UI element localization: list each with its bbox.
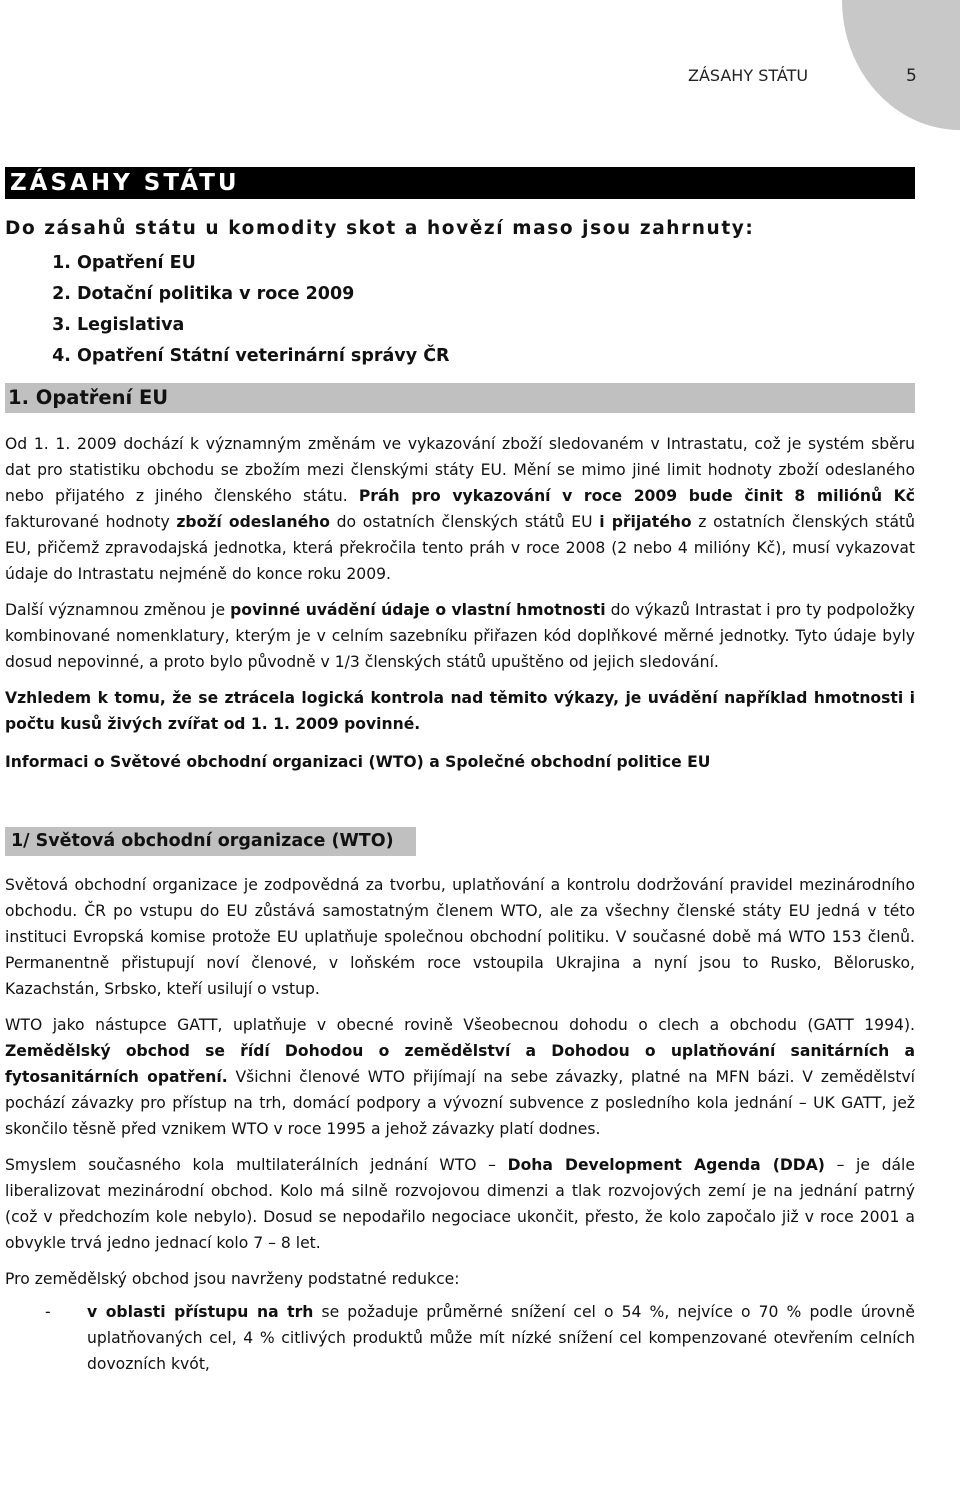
subsection-heading: 1/ Světová obchodní organizace (WTO) [5,827,416,856]
paragraph-intrastat: Od 1. 1. 2009 dochází k významným změnám ve vykazování zboží sledovaném v Intrastatu, což je systém sběru dat pro statistiku obchodu se zbožím mezi členskými státy EU. Mění se mimo jiné limit hodnoty zboží odeslaného nebo přijatého z jiného členského státu. Práh pro vykazování v roce 2009 bude činit 8 miliónů Kč fakturované hodnoty zboží odeslaného do ostatních členských států EU i přijatého z ostatních členských států EU, přičemž zpravodajská jednotka, která překročila tento práh v roce 2008 (2 nebo 4 milióny Kč), musí vykazovat údaje do Intrastatu nejméně do konce roku 2009. [5,435,916,583]
paragraph-control: Vzhledem k tomu, že se ztrácela logická kontrola nad těmito výkazy, je uvádění například hmotnosti i počtu kusů živých zvířat od 1. 1. 2009 povinné. [5,689,915,733]
topic-item: 2. Dotační politika v roce 2009 [77,279,915,310]
chapter-title: ZÁSAHY STÁTU [5,167,915,199]
topic-item: 4. Opatření Státní veterinární správy ČR [77,341,915,372]
paragraph-gatt: WTO jako nástupce GATT, uplatňuje v obecné rovině Všeobecnou dohodu o clech a obchodu (GATT 1994). Zemědělský obchod se řídí Dohodou o zemědělství a Dohodou o uplatňování sanitárních a fytosanitárních opatření. Všichni členové WTO přijímají na sebe závazky, platné na MFN bázi. V zemědělství pochází závazky pro přístup na trh, domácí podpory a vývozní subvence z posledního kola jednání – UK GATT, jež skončilo těsně před vznikem WTO v roce 1995 a jehož závazky platí dodnes. [5,1016,916,1138]
page-content [5,167,915,1377]
topic-item: 1. Opatření EU [77,248,915,279]
paragraph-weight: Další významnou změnou je povinné uvádění údaje o vlastní hmotnosti do výkazů Intrastat i pro ty podpoložky kombinované nomenklatury, kterým je v celním sazebníku přiřazen kód doplňkové měrné jednotky. Tyto údaje byly dosud nepovinné, a proto bylo původně v 1/3 členských států upuštěno od jejich sledování. [5,601,915,671]
running-header [688,66,917,86]
topic-list [5,248,915,372]
list-item: - v oblasti přístupu na trh se požaduje průměrné snížení cel o 54 %, nejvíce o 70 % podle úrovně uplatňovaných cel, 4 % citlivých produktů může mít nízké snížení cel kompenzované otevřením celních dovozních kvót, [45,1303,916,1373]
page-number: 5 [906,66,917,86]
section-heading: 1. Opatření EU [5,383,915,413]
paragraph-doha: Smyslem současného kola multilaterálních jednání WTO – Doha Development Agenda (DDA) – je dále liberalizovat mezinárodní obchod. Kolo má silně rozvojovou dimenzi a tlak rozvojových zemí je na jednání patrný (což v předchozím kole nebylo). Dosud se nepodařilo negociace ukončit, přesto, že kolo započalo již v roce 2001 a obvykle trvá jedno jednací kolo 7 – 8 let. [5,1156,915,1252]
paragraph-wto-info: Informaci o Světové obchodní organizaci (WTO) a Společné obchodní politice EU [5,753,711,771]
running-title: ZÁSAHY STÁTU [688,66,809,85]
paragraph-wto-role: Světová obchodní organizace je zodpovědná za tvorbu, uplatňování a kontrolu dodržování pravidel mezinárodního obchodu. ČR po vstupu do EU zůstává samostatným členem WTO, ale za všechny členské státy EU jedná v této instituci Evropská komise protože EU uplatňuje společnou obchodní politiku. V současné době má WTO 153 členů. Permanentně přistupují noví členové, v loňském roce vstoupila Ukrajina a nyní jsou to Rusko, Bělorusko, Kazachstán, Srbsko, kteří usilují o vstup. [5,876,915,998]
intro-text: Do zásahů státu u komodity skot a hovězí maso jsou zahrnuty: [5,218,755,239]
page-corner-tab [842,0,960,130]
topic-item: 3. Legislativa [77,310,915,341]
paragraph-reductions: Pro zemědělský obchod jsou navrženy podstatné redukce: [5,1270,460,1288]
reductions-list [5,1299,915,1377]
